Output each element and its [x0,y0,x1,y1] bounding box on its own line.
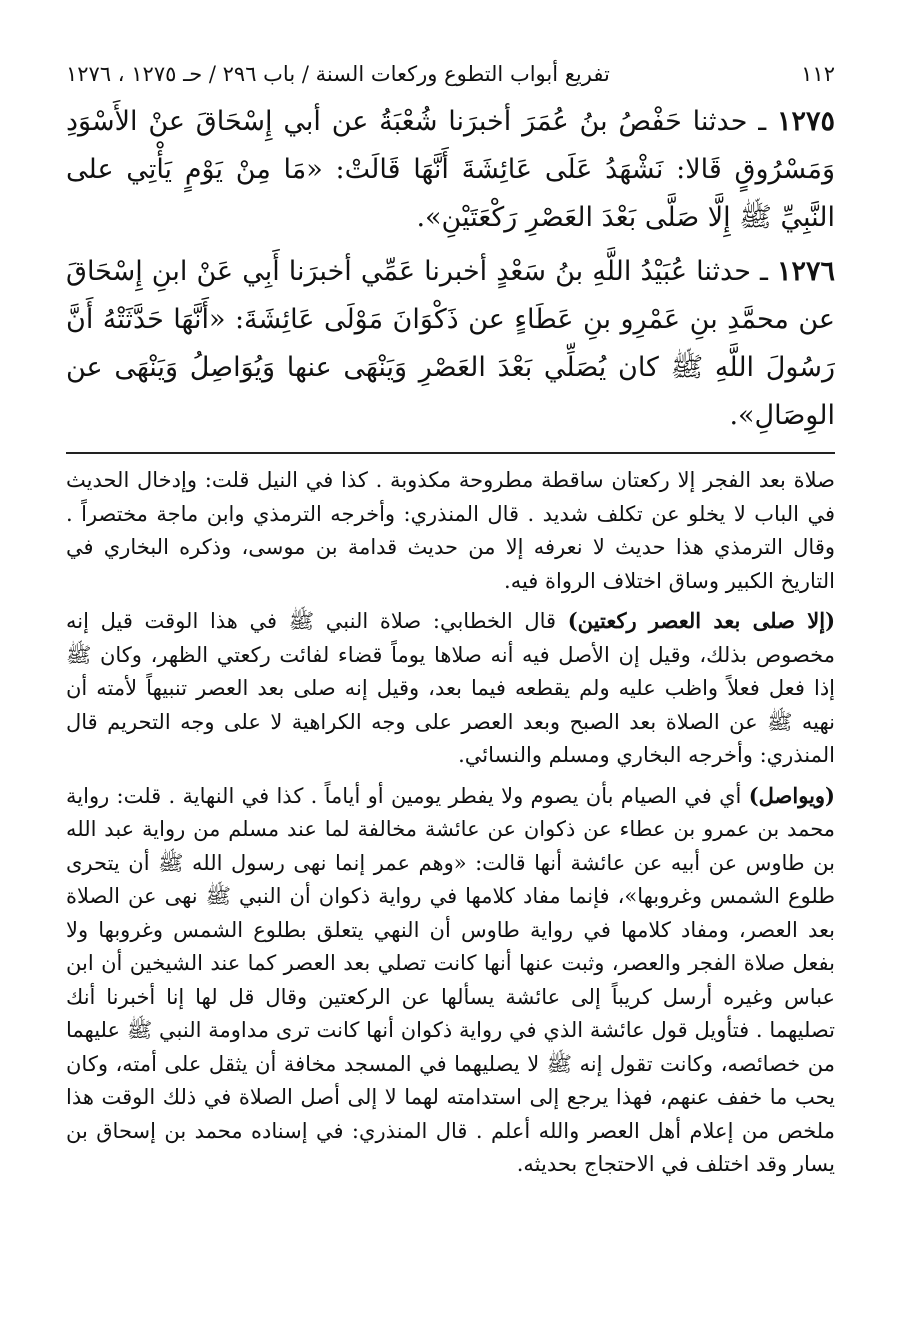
hadith-1275 [66,98,835,242]
page-header [66,58,835,90]
commentary-text: صلاة بعد الفجر إلا ركعتان ساقطة مطروحة مكذوبة . كذا في النيل قلت: وإدخال الحديث في الباب لا يخلو عن تكلف شديد . قال المنذري: وأخرجه الترمذي وابن ماجة مختصراً . وقال الترمذي هذا حديث لا نعرفه إلا من حديث قدامة بن موسى، وذكره البخاري في التاريخ الكبير وساق اختلاف الرواة فيه. [66,468,835,593]
hadith-text: ـ حدثنا حَفْصُ بنُ عُمَرَ أخبرَنا شُعْبَةُ عن أبي إِسْحَاقَ عنْ الأَسْوَدِ وَمَسْرُوقٍ قَالا: نَشْهَدُ عَلَى عَائِشَةَ أَنَّهَا قَالَتْ: «مَا مِنْ يَوْمٍ يَأْتِي على النَّبِيِّ ﷺ إِلَّا صَلَّى بَعْدَ العَصْرِ رَكْعَتَيْنِ». [66,106,835,233]
commentary-paragraph [66,604,835,773]
hadith-number: ١٢٧٥ [776,106,835,137]
hadith-text: ـ حدثنا عُبَيْدُ اللَّهِ بنُ سَعْدٍ أخبرنا عَمِّي أخبرَنا أَبِي عَنْ ابنِ إِسْحَاقَ عن محمَّدِ بنِ عَمْرِو بنِ عَطَاءٍ عن ذَكْوَانَ مَوْلَى عَائِشَةَ: «أَنَّهَا حَدَّثَتْهُ أَنَّ رَسُولَ اللَّهِ ﷺ كان يُصَلِّي بَعْدَ العَصْرِ وَيَنْهَى عنها وَيُوَاصِلُ وَيَنْهَى عن الوِصَالِ». [66,256,835,431]
hadith-1276 [66,248,835,440]
commentary-paragraph [66,464,835,598]
commentary-paragraph [66,779,835,1182]
commentary-lemma: (ويواصل) [748,782,835,808]
commentary-text: أي في الصيام بأن يصوم ولا يفطر يومين أو أياماً . كذا في النهاية . قلت: رواية محمد بن عمرو بن عطاء عن ذكوان عن عائشة مخالفة لما عند مسلم من رواية عبد الله بن طاوس عن أبيه عن عائشة أنها قالت: «وهم عمر إنما نهى رسول الله ﷺ أن يتحرى طلوع الشمس وغروبها»، فإنما مفاد كلامها في رواية ذكوان أن النبي ﷺ نهى عن الصلاة بعد العصر، ومفاد كلامها في رواية طاوس أن النهي يتعلق بطلوع الشمس وغروبها ولا بفعل صلاة الفجر والعصر، وثبت عنها أنها كانت تصلي بعد العصر كما عند الشيخين أن ابن عباس وغيره أرسل كريباً إلى عائشة يسألها عن الركعتين وقال قل لها إنا أخبرنا أنك تصليهما . فتأويل قول عائشة الذي في رواية ذكوان أنها كانت ترى مداومة النبي ﷺ عليهما من خصائصه، وكانت تقول إنه ﷺ لا يصليهما في المسجد مخافة أن يثقل على أمته، وكان يحب ما خفف عنهم، فهذا يرجع إلى استدامته لهما لا إلى أصل الصلاة في ذلك الوقت هذا ملخص من إعلام أهل العصر والله أعلم . قال المنذري: في إسناده محمد بن إسحاق بن يسار وقد اختلف في الاحتجاج بحديثه. [66,783,835,1176]
footnote-divider [66,452,835,454]
page-number: ١١٢ [801,62,835,86]
commentary-text: قال الخطابي: صلاة النبي ﷺ في هذا الوقت قيل إنه مخصوص بذلك، وقيل إن الأصل فيه أنه صلاها يوماً قضاء لفائت ركعتي الظهر، وكان ﷺ إذا فعل فعلاً واظب عليه ولم يقطعه فيما بعد، وقيل إنه صلى بعد العصر تنبيهاً لأمته أن نهيه ﷺ عن الصلاة بعد الصبح وبعد العصر على وجه الكراهية لا على وجه التحريم قال المنذري: وأخرجه البخاري ومسلم والنسائي. [66,609,835,767]
hadith-number: ١٢٧٦ [776,256,835,287]
commentary-section [66,464,835,1182]
commentary-lemma: (إلا صلى بعد العصر ركعتين) [567,608,836,633]
running-title: تفريع أبواب التطوع وركعات السنة / باب ٢٩٦ / حـ ١٢٧٥ ، ١٢٧٦ [66,62,610,86]
